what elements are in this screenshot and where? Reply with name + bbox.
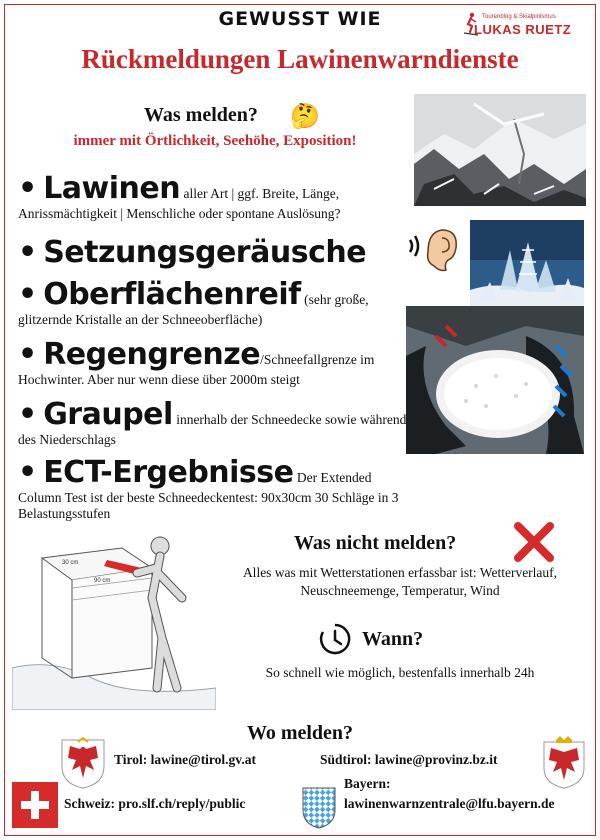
what-subline: immer mit Örtlichkeit, Seehöhe, Exposition! bbox=[73, 133, 357, 149]
contact-bayern[interactable]: lawinenwarnzentrale@lfu.bayern.de bbox=[344, 796, 555, 811]
brand-tagline: Tourenblog & Skialpinismus bbox=[482, 14, 556, 20]
bavaria-coat-of-arms-icon bbox=[300, 784, 338, 830]
swiss-flag-icon bbox=[12, 782, 58, 828]
item-ect: • ECT-Ergebnisse Der Extended Column Test ist der beste Schneedeckentest: 90x30cm 30 Schläge in 3 Belastungsstufen bbox=[18, 455, 399, 521]
when-heading: Wann? bbox=[362, 628, 424, 650]
item-reif-title: Oberflächenreif bbox=[43, 277, 301, 312]
ect-diagram bbox=[12, 528, 216, 710]
diagram-label-90: 90 cm bbox=[94, 578, 111, 584]
not-report-heading: Was nicht melden? bbox=[294, 532, 457, 554]
item-ect-text: Der Extended Column Test ist der beste Schneedeckentest: 90x30cm 30 Schläge in 3 Belastungsstufen bbox=[18, 470, 399, 521]
ear-sound-icon bbox=[404, 222, 466, 274]
item-ect-title: ECT-Ergebnisse bbox=[43, 455, 294, 490]
item-reif-text: (sehr große, glitzernde Kristalle an der Schneeoberfläche) bbox=[18, 292, 369, 327]
item-regen-text: /Schneefallgrenze im Hochwinter. Aber nur wenn diese über 2000m steigt bbox=[18, 352, 375, 387]
brand-name: LUKAS RUETZ bbox=[474, 22, 572, 37]
item-setzung-title: Setzungsgeräusche bbox=[43, 235, 367, 270]
diagram-label-30: 30 cm bbox=[62, 560, 79, 566]
surface-hoar-photo bbox=[470, 220, 584, 316]
red-cross-icon bbox=[512, 520, 556, 564]
when-text: So schnell wie möglich, bestenfalls innerhalb 24h bbox=[265, 665, 535, 680]
contact-tirol[interactable]: Tirol: lawine@tirol.gv.at bbox=[114, 752, 256, 767]
avalanche-photo bbox=[414, 94, 586, 206]
item-setzung: • Setzungsgeräusche bbox=[18, 235, 367, 270]
graupel-photo bbox=[406, 306, 584, 454]
page-title: Rückmeldungen Lawinenwarndienste bbox=[81, 44, 519, 74]
item-graupel-title: Graupel bbox=[43, 397, 173, 432]
contact-schweiz[interactable]: Schweiz: pro.slf.ch/reply/public bbox=[64, 796, 246, 811]
suedtirol-coat-of-arms-icon bbox=[540, 734, 588, 790]
item-lawinen: • Lawinen aller Art | ggf. Breite, Länge, Anrissmächtigkeit | Menschliche oder spontane Auslösung? bbox=[18, 171, 341, 221]
clock-icon bbox=[318, 622, 352, 656]
item-regen: • Regengrenze/Schneefallgrenze im Hochwinter. Aber nur wenn diese über 2000m steigt bbox=[18, 337, 375, 387]
not-report-text: Alles was mit Wetterstationen erfassbar ist: Wetterverlauf, Neuschneemenge, Temperatur, Wind bbox=[242, 565, 558, 598]
kicker-heading: GEWUSST WIE bbox=[218, 8, 382, 30]
what-heading: Was melden? bbox=[144, 104, 258, 126]
item-reif: • Oberflächenreif (sehr große, glitzernde Kristalle an der Schneeoberfläche) bbox=[18, 277, 369, 327]
where-heading: Wo melden? bbox=[246, 722, 354, 744]
item-graupel-text: innerhalb der Schneedecke sowie während des Niederschlags bbox=[18, 412, 407, 447]
item-lawinen-title: Lawinen bbox=[43, 171, 181, 206]
tirol-coat-of-arms-icon bbox=[58, 736, 108, 790]
item-graupel: • Graupel innerhalb der Schneedecke sowie während des Niederschlags bbox=[18, 397, 407, 447]
item-regen-title: Regengrenze bbox=[43, 337, 261, 372]
item-lawinen-text: aller Art | ggf. Breite, Länge, Anrissmächtigkeit | Menschliche oder spontane Auslösung? bbox=[18, 186, 341, 221]
contact-suedtirol[interactable]: Südtirol: lawine@provinz.bz.it bbox=[320, 752, 498, 767]
bayern-label: Bayern: bbox=[344, 776, 391, 791]
thinking-emoji-icon: 🤔 bbox=[290, 102, 320, 130]
